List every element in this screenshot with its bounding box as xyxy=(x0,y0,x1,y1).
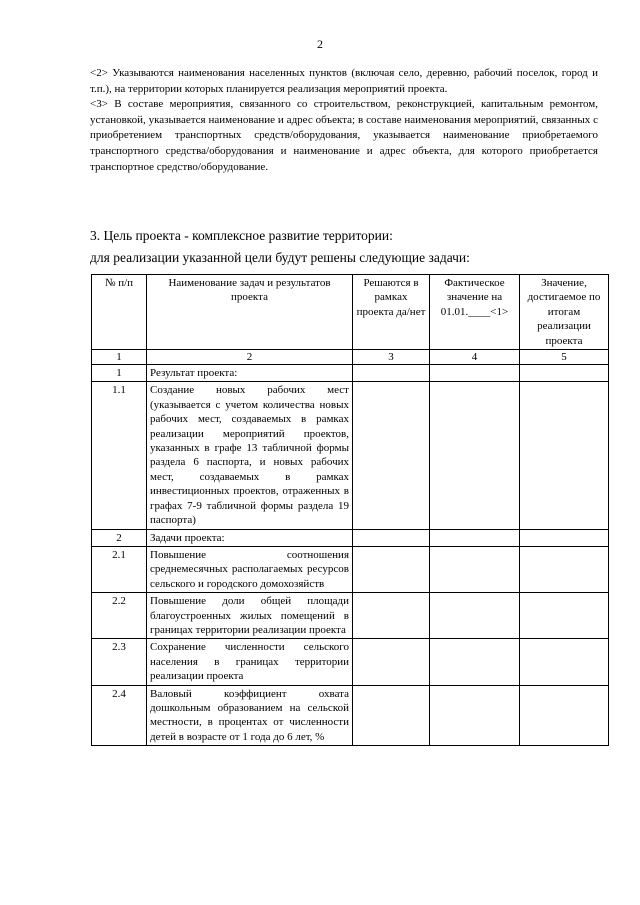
header-actual-value: Фактическое значение на 01.01.____<1> xyxy=(430,275,520,350)
header-solved: Решаются в рамках проекта да/нет xyxy=(353,275,430,350)
row-number: 1 xyxy=(92,365,147,382)
row-target-cell xyxy=(520,685,609,746)
row-text: Повышение доли общей площади благоустроенных жилых помещений в границах территории реализации проекта xyxy=(147,593,353,639)
row-text: Сохранение численности сельского населения в границах территории реализации проекта xyxy=(147,639,353,685)
header-num: № п/п xyxy=(92,275,147,350)
section-heading: 3. Цель проекта - комплексное развитие территории: xyxy=(90,228,393,243)
row-number: 2.2 xyxy=(92,593,147,639)
column-number: 3 xyxy=(353,350,430,365)
table-row xyxy=(92,593,609,639)
column-number: 2 xyxy=(147,350,353,365)
column-number: 1 xyxy=(92,350,147,365)
row-number: 2.4 xyxy=(92,685,147,746)
row-solved-cell xyxy=(353,593,430,639)
column-number: 4 xyxy=(430,350,520,365)
header-target-value: Значение, достигаемое по итогам реализации проекта xyxy=(520,275,609,350)
row-solved-cell xyxy=(353,529,430,546)
row-solved-cell xyxy=(353,639,430,685)
row-target-cell xyxy=(520,529,609,546)
row-text: Результат проекта: xyxy=(147,365,353,382)
row-target-cell xyxy=(520,546,609,592)
row-text: Задачи проекта: xyxy=(147,529,353,546)
row-number: 2.3 xyxy=(92,639,147,685)
row-number: 2.1 xyxy=(92,546,147,592)
row-solved-cell xyxy=(353,365,430,382)
row-target-cell xyxy=(520,639,609,685)
column-number-row xyxy=(92,350,609,365)
header-name: Наименование задач и результатов проекта xyxy=(147,275,353,350)
row-solved-cell xyxy=(353,382,430,529)
footnotes xyxy=(90,66,598,175)
row-actual-cell xyxy=(430,639,520,685)
row-text: Валовый коэффициент охвата дошкольным образованием на сельской местности, в процентах от численности детей в возрасте от 1 года до 6 лет, % xyxy=(147,685,353,746)
footnote-3: <3> В составе мероприятия, связанного со строительством, реконструкцией, капитальным ремонтом, установкой, указывается наименование и адрес объекта; в составе наименования мероприятий, связанных с приобретением транспортных средств/оборудования, указывается наименование приобретаемого транспортного средства/оборудования и наименование и адрес объекта, для которого приобретается транспортное средство/оборудование. xyxy=(90,98,598,173)
table-row xyxy=(92,529,609,546)
row-solved-cell xyxy=(353,685,430,746)
row-text: Создание новых рабочих мест (указывается с учетом количества новых рабочих мест, создаваемых в рамках реализации мероприятий проектов, указанных в графе 13 табличной формы раздела 6 паспорта, и новых рабочих мест, создаваемых в рамках инвестиционных проектов, отраженных в графах 7-9 табличной формы раздела 19 паспорта) xyxy=(147,382,353,529)
row-target-cell xyxy=(520,365,609,382)
row-target-cell xyxy=(520,382,609,529)
table-row xyxy=(92,382,609,529)
row-actual-cell xyxy=(430,593,520,639)
row-text: Повышение соотношения среднемесячных располагаемых ресурсов сельского и городского домохозяйств xyxy=(147,546,353,592)
table-row xyxy=(92,365,609,382)
page-number: 2 xyxy=(317,37,323,51)
table-row xyxy=(92,685,609,746)
row-number: 1.1 xyxy=(92,382,147,529)
column-number: 5 xyxy=(520,350,609,365)
row-solved-cell xyxy=(353,546,430,592)
tasks-table xyxy=(91,274,609,746)
row-actual-cell xyxy=(430,529,520,546)
row-actual-cell xyxy=(430,546,520,592)
tasks-intro: для реализации указанной цели будут решены следующие задачи: xyxy=(90,250,470,265)
row-actual-cell xyxy=(430,685,520,746)
table-row xyxy=(92,546,609,592)
table-row xyxy=(92,639,609,685)
footnote-2: <2> Указываются наименования населенных пунктов (включая село, деревню, рабочий поселок, город и т.п.), на территории которых планируется реализация мероприятий проекта. xyxy=(90,67,598,95)
row-target-cell xyxy=(520,593,609,639)
row-number: 2 xyxy=(92,529,147,546)
table-header-row xyxy=(92,275,609,350)
row-actual-cell xyxy=(430,365,520,382)
row-actual-cell xyxy=(430,382,520,529)
